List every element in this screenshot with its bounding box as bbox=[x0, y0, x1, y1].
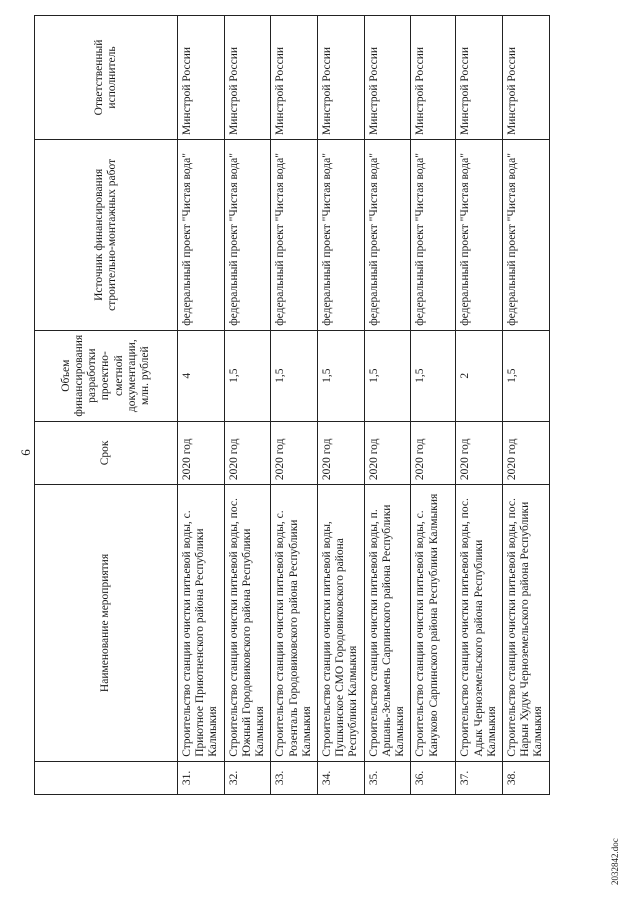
row-number: 35. bbox=[364, 761, 411, 794]
row-responsible: Минстрой России bbox=[271, 16, 318, 140]
row-number: 38. bbox=[502, 761, 549, 794]
row-name: Строительство станции очистки питьевой воды, пос. Южный Городовиковского района Республики Калмыкия bbox=[224, 485, 271, 762]
row-volume: 1,5 bbox=[317, 330, 364, 421]
table-row bbox=[178, 16, 225, 795]
table-row bbox=[271, 16, 318, 795]
document-file-code: 2032842.doc bbox=[610, 838, 620, 885]
table-row bbox=[502, 16, 549, 795]
table-row bbox=[411, 16, 456, 795]
row-source: федеральный проект "Чистая вода" bbox=[456, 139, 503, 330]
row-number: 34. bbox=[317, 761, 364, 794]
row-volume: 1,5 bbox=[502, 330, 549, 421]
row-name: Строительство станции очистки питьевой воды, с. Приютное Приютненского района Республики Калмыкия bbox=[178, 485, 225, 762]
header-volume: Объем финансирования разработки проектно-сметной документации, млн. рублей bbox=[35, 330, 178, 421]
row-source: федеральный проект "Чистая вода" bbox=[364, 139, 411, 330]
row-responsible: Минстрой России bbox=[502, 16, 549, 140]
page-number: 6 bbox=[18, 449, 33, 456]
table-row bbox=[317, 16, 364, 795]
row-number: 33. bbox=[271, 761, 318, 794]
row-number: 37. bbox=[456, 761, 503, 794]
row-number: 32. bbox=[224, 761, 271, 794]
row-source: федеральный проект "Чистая вода" bbox=[411, 139, 456, 330]
row-name: Строительство станции очистки питьевой воды, п. Аршань-Зельмень Сарпинского района Республики Калмыкия bbox=[364, 485, 411, 762]
row-term: 2020 год bbox=[502, 421, 549, 485]
table-header-row bbox=[35, 16, 178, 795]
row-name: Строительство станции очистки питьевой воды, Пушкинское СМО Городовиковского района Республики Калмыкия bbox=[317, 485, 364, 762]
row-term: 2020 год bbox=[411, 421, 456, 485]
measures-table bbox=[34, 15, 550, 795]
row-responsible: Минстрой России bbox=[317, 16, 364, 140]
row-responsible: Минстрой России bbox=[411, 16, 456, 140]
row-name: Строительство станции очистки питьевой воды, с. Розенталь Городовиковского района Республики Калмыкия bbox=[271, 485, 318, 762]
row-volume: 1,5 bbox=[224, 330, 271, 421]
row-number: 31. bbox=[178, 761, 225, 794]
row-source: федеральный проект "Чистая вода" bbox=[178, 139, 225, 330]
row-term: 2020 год bbox=[317, 421, 364, 485]
table-body bbox=[178, 16, 550, 795]
table-row bbox=[224, 16, 271, 795]
row-responsible: Минстрой России bbox=[224, 16, 271, 140]
table-row bbox=[456, 16, 503, 795]
row-volume: 4 bbox=[178, 330, 225, 421]
header-number bbox=[35, 761, 178, 794]
table-row bbox=[364, 16, 411, 795]
row-name: Строительство станции очистки питьевой воды, с. Кануково Сарпинского района Республики Калмыкия bbox=[411, 485, 456, 762]
row-name: Строительство станции очистки питьевой воды, пос. Нарын Худук Черноземельского района Республики Калмыкия bbox=[502, 485, 549, 762]
row-volume: 2 bbox=[456, 330, 503, 421]
header-responsible: Ответственный исполнитель bbox=[35, 16, 178, 140]
row-responsible: Минстрой России bbox=[178, 16, 225, 140]
header-source: Источник финансирования строительно-монтажных работ bbox=[35, 139, 178, 330]
row-source: федеральный проект "Чистая вода" bbox=[271, 139, 318, 330]
row-volume: 1,5 bbox=[364, 330, 411, 421]
row-volume: 1,5 bbox=[271, 330, 318, 421]
row-source: федеральный проект "Чистая вода" bbox=[502, 139, 549, 330]
row-term: 2020 год bbox=[178, 421, 225, 485]
row-term: 2020 год bbox=[224, 421, 271, 485]
row-term: 2020 год bbox=[271, 421, 318, 485]
header-term: Срок bbox=[35, 421, 178, 485]
row-volume: 1,5 bbox=[411, 330, 456, 421]
row-source: федеральный проект "Чистая вода" bbox=[317, 139, 364, 330]
row-number: 36. bbox=[411, 761, 456, 794]
header-name: Наименование мероприятия bbox=[35, 485, 178, 762]
row-term: 2020 год bbox=[364, 421, 411, 485]
row-name: Строительство станции очистки питьевой воды, пос. Адык Черноземельского района Республики Калмыкия bbox=[456, 485, 503, 762]
row-responsible: Минстрой России bbox=[456, 16, 503, 140]
row-responsible: Минстрой России bbox=[364, 16, 411, 140]
row-source: федеральный проект "Чистая вода" bbox=[224, 139, 271, 330]
row-term: 2020 год bbox=[456, 421, 503, 485]
